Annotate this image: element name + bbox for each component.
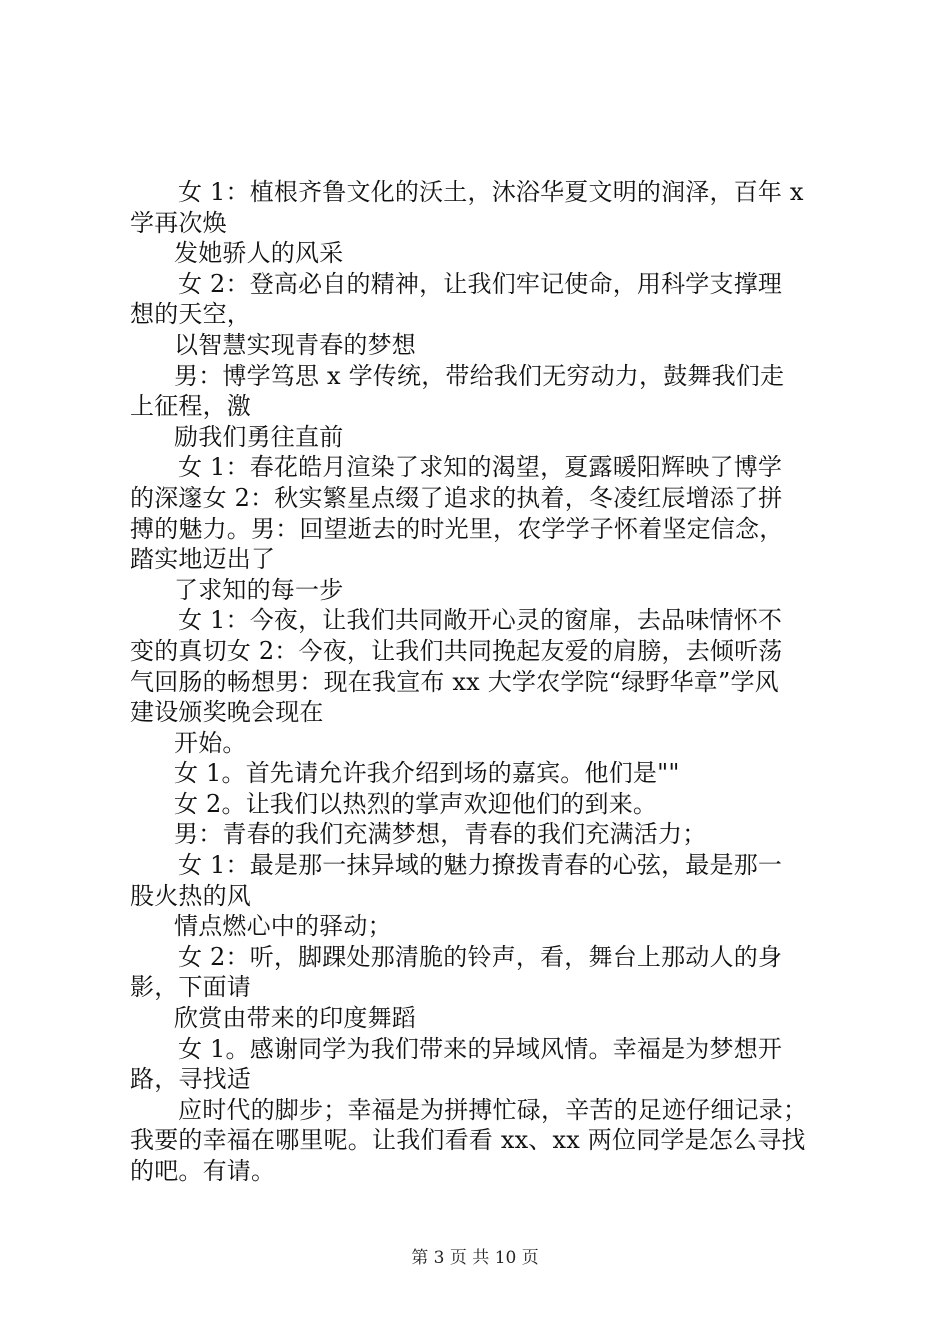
text-line: 的吧。有请。 [130,1157,276,1185]
text-line: 影，下面请 [130,973,251,1002]
text-line: 股火热的风 [130,881,251,910]
text-line: 发她骄人的风采 [174,239,344,268]
text-line: 以智慧实现青春的梦想 [174,330,416,359]
text-line: 踏实地迈出了 [130,545,276,574]
text-line: 学再次焕 [130,208,227,237]
text-line: 建设颁奖晚会现在 [130,698,324,727]
text-line: 女 1：春花皓月渲染了求知的渴望，夏露暖阳辉映了博学 [178,453,783,482]
text-line: 女 1：最是那一抹异域的魅力撩拨青春的心弦，最是那一 [178,851,783,880]
text-line: 男：青春的我们充满梦想，青春的我们充满活力； [174,820,707,849]
text-line: 欣赏由带来的印度舞蹈 [174,1004,416,1033]
text-line: 情点燃心中的驿动； [174,912,392,941]
text-line: 想的天空， [130,300,251,329]
document-body [130,177,850,1187]
text-line: 男：博学笃思 x 学传统，带给我们无穷动力，鼓舞我们走 [174,361,785,390]
text-line: 我要的幸福在哪里呢。让我们看看 xx、xx 两位同学是怎么寻找 [130,1126,806,1155]
text-line: 应时代的脚步；幸福是为拼搏忙碌，辛苦的足迹仔细记录； [178,1095,808,1124]
text-line: 变的真切女 2：今夜，让我们共同挽起友爱的肩膀，去倾听荡 [130,636,783,665]
text-line: 上征程，激 [130,392,251,421]
text-line: 女 1。感谢同学为我们带来的异域风情。幸福是为梦想开 [178,1034,783,1063]
text-line: 女 2：登高必自的精神，让我们牢记使命，用科学支撑理 [178,269,783,298]
text-line: 女 2：听，脚踝处那清脆的铃声，看，舞台上那动人的身 [178,942,783,971]
text-line: 搏的魅力。男：回望逝去的时光里，农学学子怀着坚定信念， [130,514,784,543]
text-line: 了求知的每一步 [174,575,344,604]
text-line: 开始。 [174,728,247,757]
text-line: 女 2。让我们以热烈的掌声欢迎他们的到来。 [174,789,658,818]
text-line: 女 1。首先请允许我介绍到场的嘉宾。他们是"" [174,759,680,788]
text-line: 女 1：今夜，让我们共同敞开心灵的窗扉，去品味情怀不 [178,606,783,635]
text-line: 励我们勇往直前 [174,422,344,451]
text-line: 路，寻找适 [130,1065,251,1094]
page-footer: 第 3 页 共 10 页 [411,1248,539,1268]
text-line: 女 1：植根齐鲁文化的沃土，沐浴华夏文明的润泽，百年 x [178,178,804,206]
text-line: 气回肠的畅想男：现在我宣布 xx 大学农学院“绿野华章”学风 [130,667,779,696]
text-line: 的深邃女 2：秋实繁星点缀了追求的执着，冬凌红辰增添了拼 [130,483,783,512]
